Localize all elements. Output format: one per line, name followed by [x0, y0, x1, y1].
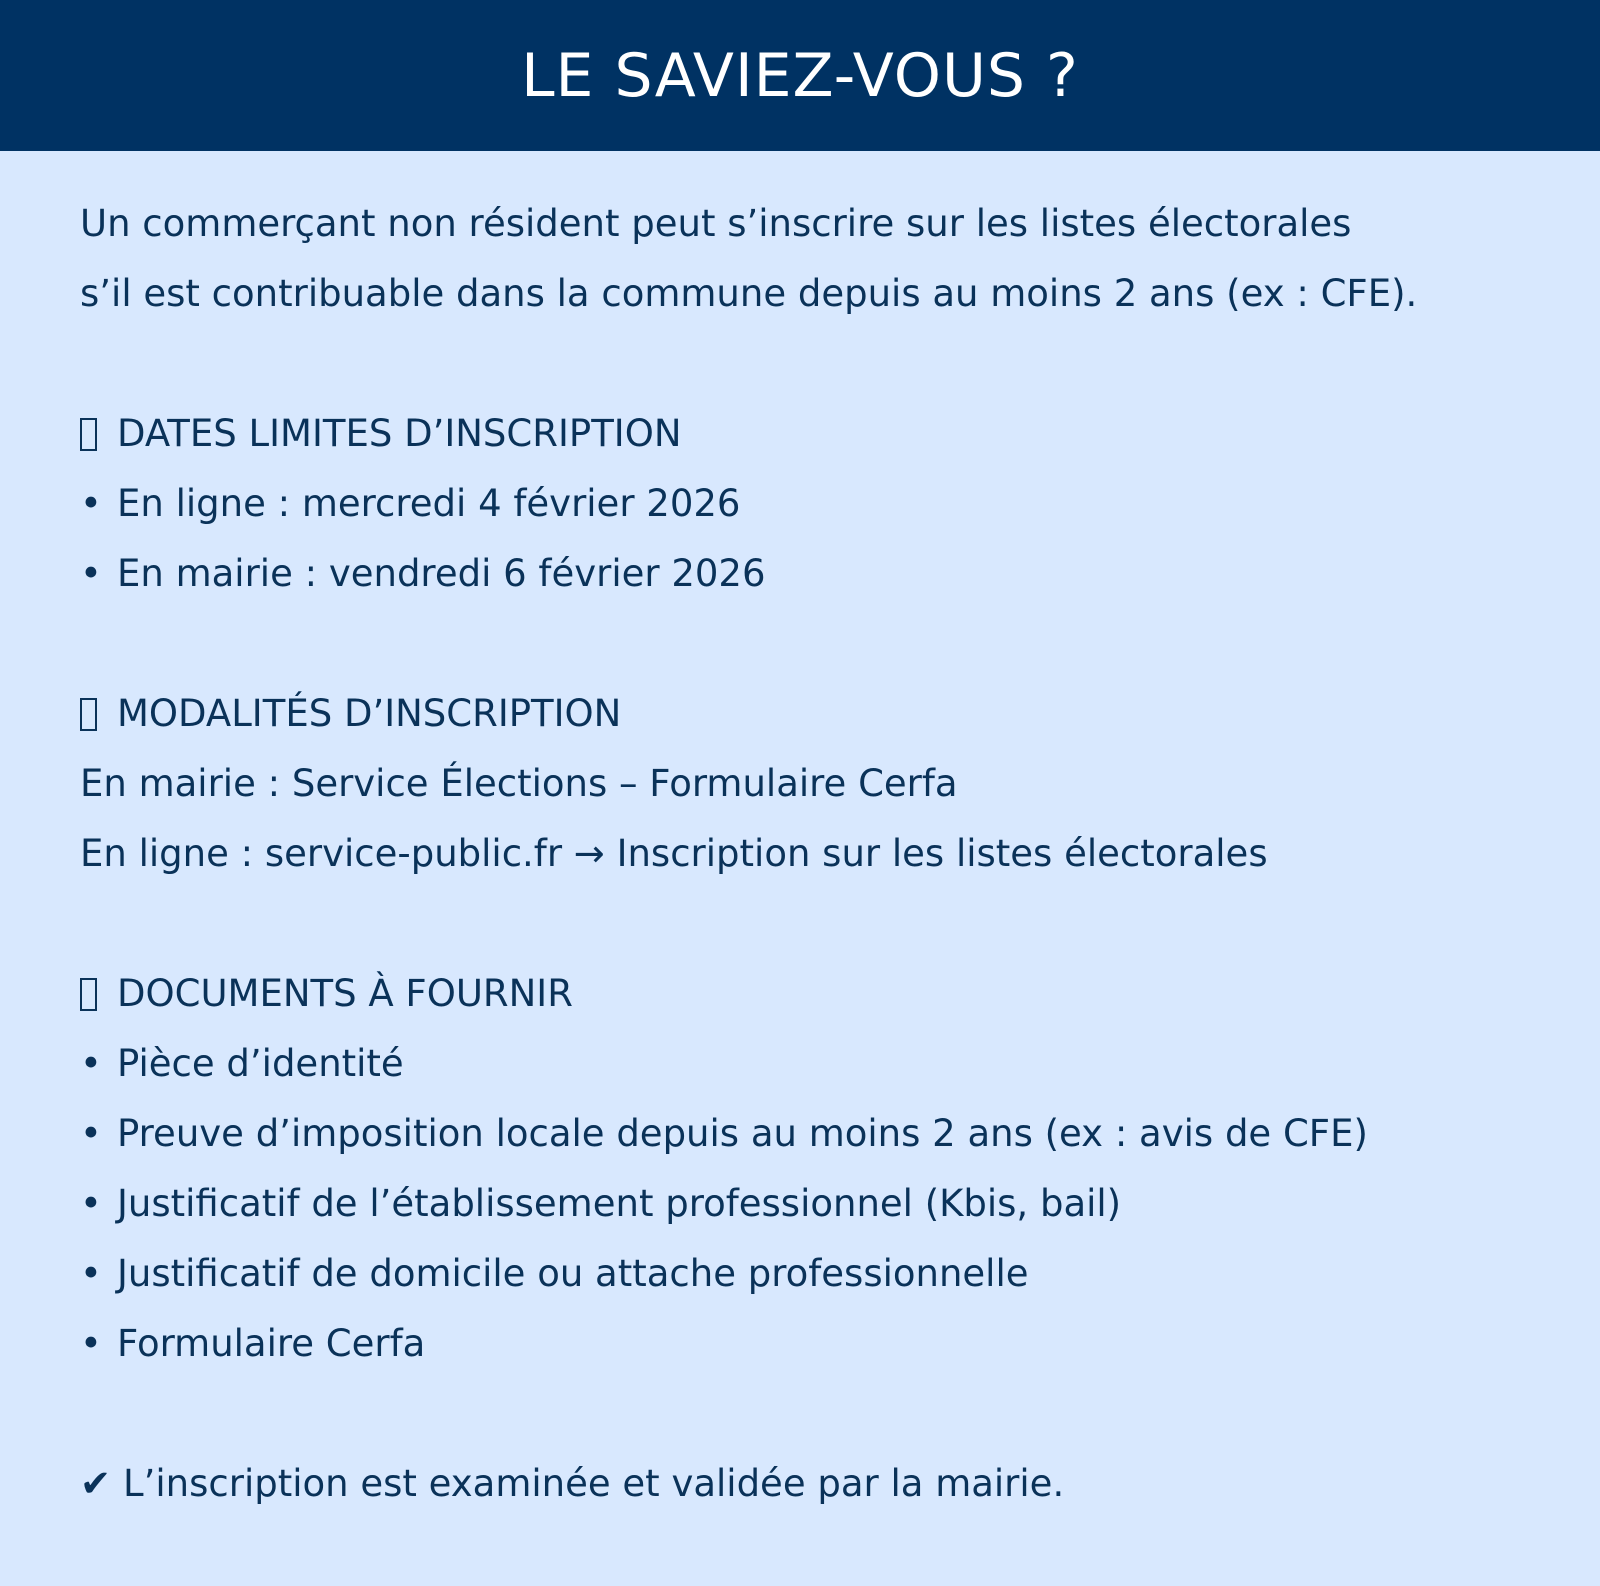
bullet: •	[80, 1112, 102, 1155]
bullet: •	[80, 1252, 102, 1295]
intro-line-2: s’il est contribuable dans la commune depuis au moins 2 ans (ex : CFE).	[80, 272, 1418, 315]
bullet: •	[80, 1042, 102, 1085]
bullet: •	[80, 1182, 102, 1225]
list-item: • Formulaire Cerfa	[80, 1309, 1560, 1379]
page-title: LE SAVIEZ-VOUS ?	[521, 40, 1079, 111]
document-icon	[80, 978, 97, 1011]
bullet: •	[80, 1322, 102, 1365]
pin-icon	[80, 698, 97, 731]
section-dates-heading	[80, 399, 1560, 469]
header-banner	[0, 0, 1600, 151]
list-item: • Justificatif de domicile ou attache professionnelle	[80, 1239, 1560, 1309]
section-dates	[80, 399, 1560, 609]
checkmark-icon: ✔	[80, 1462, 112, 1505]
calendar-icon	[80, 418, 97, 451]
intro-line-1: Un commerçant non résident peut s’inscrire sur les listes électorales	[80, 202, 1352, 245]
intro-paragraph	[80, 151, 1560, 329]
list-item: • En ligne : mercredi 4 février 2026	[80, 469, 1560, 539]
bullet: •	[80, 552, 102, 595]
section-modalites	[80, 679, 1560, 889]
section-documents-heading	[80, 959, 1560, 1029]
section-documents	[80, 959, 1560, 1379]
section-modalites-title: MODALITÉS D’INSCRIPTION	[117, 692, 622, 735]
bullet: •	[80, 482, 102, 525]
list-item: • Preuve d’imposition locale depuis au moins 2 ans (ex : avis de CFE)	[80, 1099, 1560, 1169]
list-item: • Justificatif de l’établissement professionnel (Kbis, bail)	[80, 1169, 1560, 1239]
footer-text: L’inscription est examinée et validée par la mairie.	[123, 1462, 1065, 1505]
section-modalites-heading	[80, 679, 1560, 749]
section-dates-title: DATES LIMITES D’INSCRIPTION	[117, 412, 682, 455]
section-documents-title: DOCUMENTS À FOURNIR	[117, 972, 573, 1015]
modalite-line-en-ligne: En ligne : service-public.fr → Inscription sur les listes électorales	[80, 832, 1268, 875]
modalite-line-mairie: En mairie : Service Élections – Formulaire Cerfa	[80, 762, 958, 805]
footer-note	[80, 1449, 1560, 1519]
content-area	[0, 151, 1600, 1519]
list-item: • Pièce d’identité	[80, 1029, 1560, 1099]
list-item: • En mairie : vendredi 6 février 2026	[80, 539, 1560, 609]
